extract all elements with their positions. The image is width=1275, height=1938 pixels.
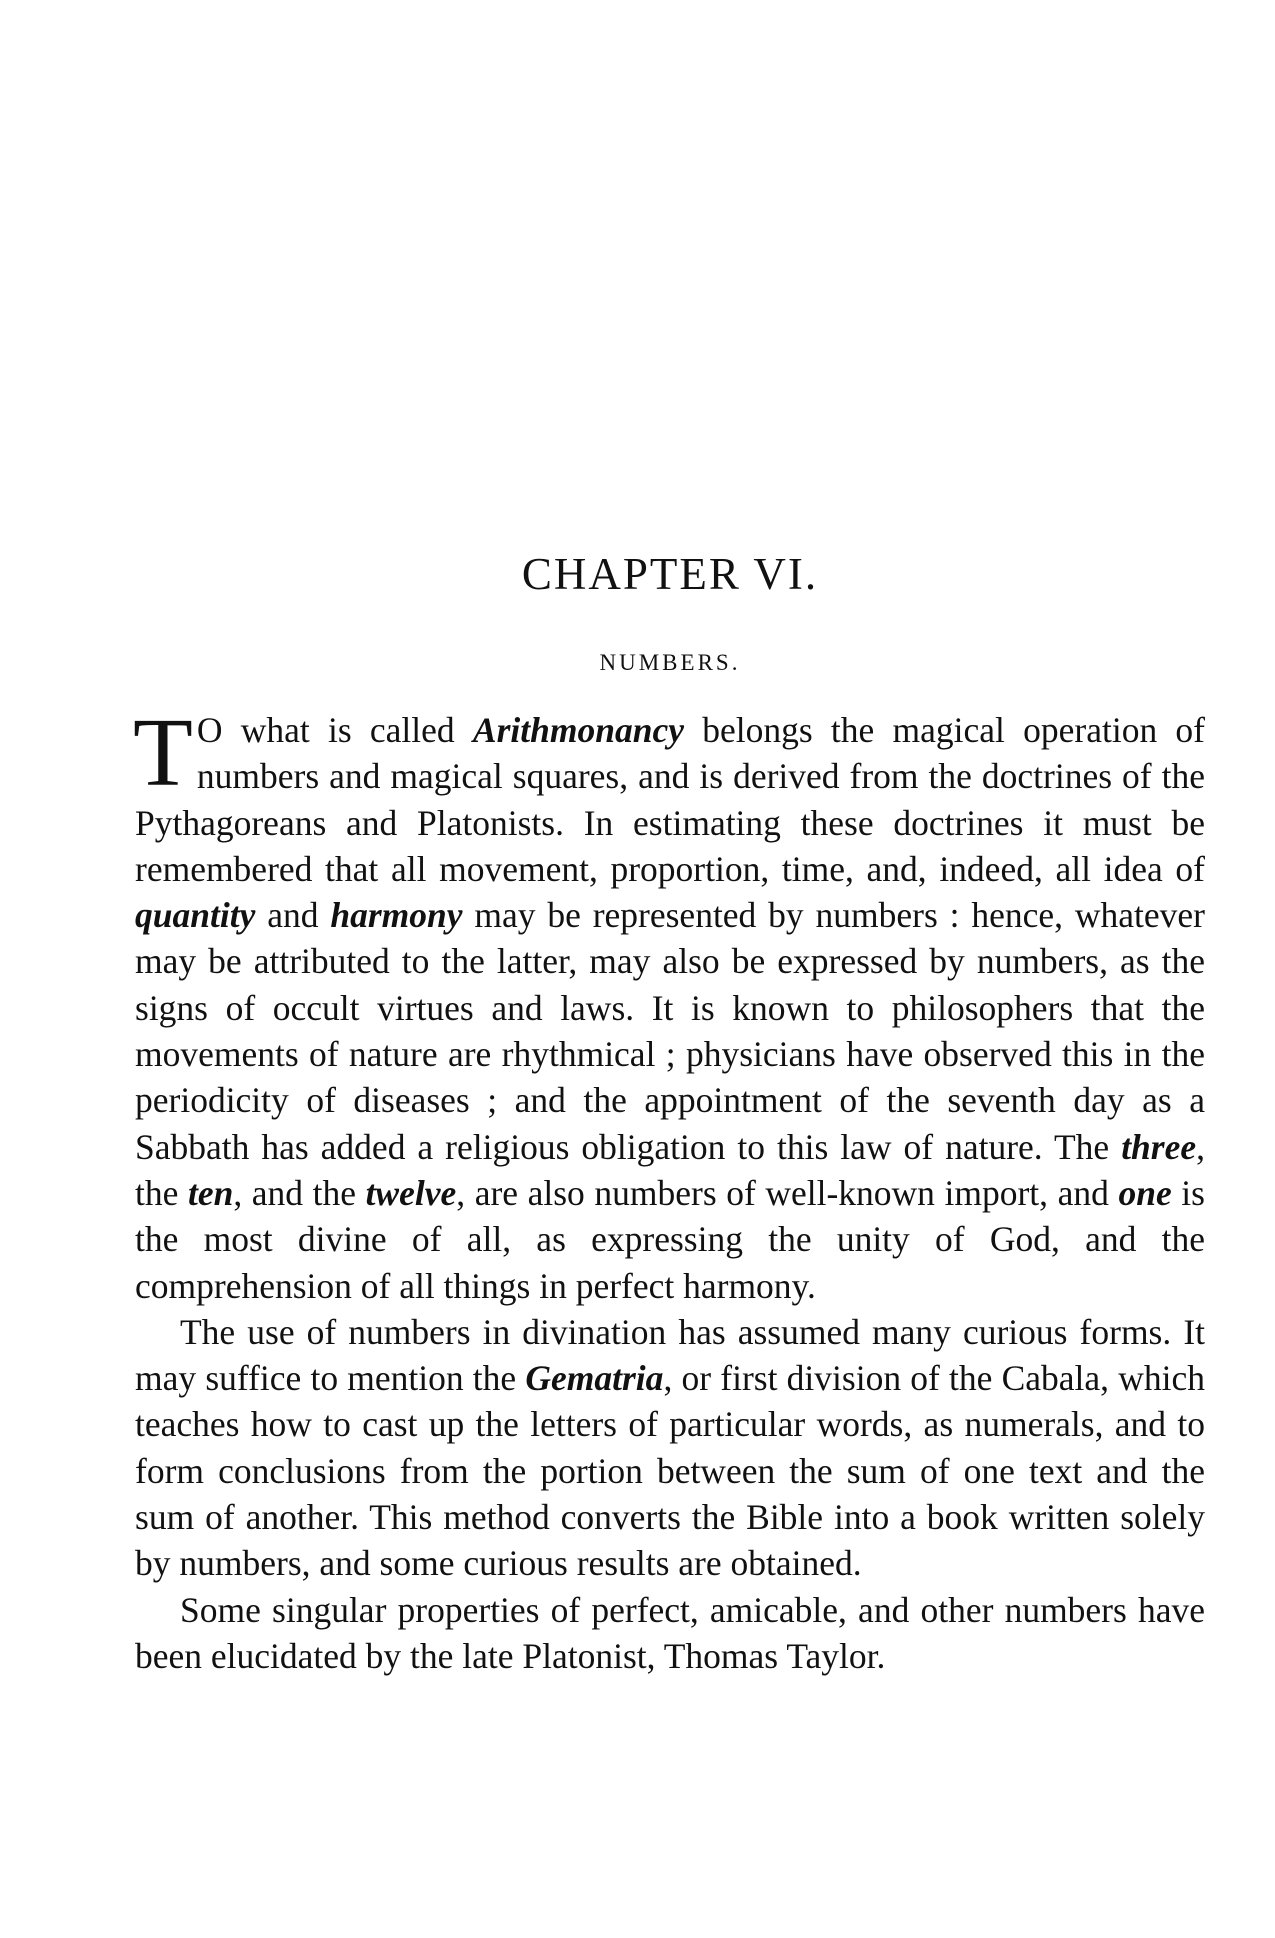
paragraph-gematria xyxy=(135,1309,1205,1587)
chapter-heading: CHAPTER VI. xyxy=(521,549,819,599)
body-text xyxy=(133,699,1206,1679)
text-run: , the xyxy=(135,1126,1205,1213)
italic-term-quantity: quantity xyxy=(135,895,256,936)
paragraph-arithmonancy xyxy=(133,699,1206,1309)
text-run: may be represented by numbers : hence, whatever may be attributed to the latter, may also be expressed by numbers, as the signs of occult virtues and laws. It is known to philosophers that the movements of nature are rhythmical ; physicians have observed this in the periodicity of diseases ; and the appointment of the seventh day as a Sabbath has added a religious obligation to this law of nature. The xyxy=(135,895,1205,1167)
italic-term-ten: ten xyxy=(187,1172,234,1213)
italic-term-one: one xyxy=(1118,1172,1172,1213)
text-run: , or first division of the Cabala, which teaches how to cast up the letters of particular words, as numerals, and to form conclusions from the portion between the sum of one text and the sum of another. This method converts the Bible into a book written solely by numbers, and some curious results are obtained. xyxy=(135,1358,1205,1584)
book-page xyxy=(135,0,1205,1938)
italic-term-arithmonancy: Arithmonancy xyxy=(472,710,684,750)
italic-term-three: three xyxy=(1121,1126,1197,1167)
text-run: , and the xyxy=(233,1172,366,1213)
italic-term-harmony: harmony xyxy=(330,895,463,936)
text-run: The use of numbers in divination has assumed many curious forms. It may suffice to mention the xyxy=(135,1311,1205,1399)
section-heading: NUMBERS. xyxy=(599,650,741,675)
text-run: is the most divine of all, as expressing the unity of God, and the comprehension of all things in perfect harmony. xyxy=(135,1172,1205,1306)
text-run: and xyxy=(255,895,331,936)
text-run: , are also numbers of well-known import, and xyxy=(456,1172,1119,1213)
text-run: belongs the magical operation of numbers and magical squares, and is derived from the doctrines of the Pythagoreans and Platonists. In estimating these doctrines it must be remembered that all movement, proportion, time, and, indeed, all idea of xyxy=(135,710,1206,889)
italic-term-twelve: twelve xyxy=(365,1172,457,1213)
paragraph-taylor xyxy=(135,1587,1205,1680)
text-run: O what is called xyxy=(196,710,473,750)
italic-term-gematria: Gematria xyxy=(525,1358,664,1399)
text-run: Some singular properties of perfect, amicable, and other numbers have been elucidated by the late Platonist, Thomas Taylor. xyxy=(135,1589,1205,1676)
drop-cap: T xyxy=(133,699,193,807)
